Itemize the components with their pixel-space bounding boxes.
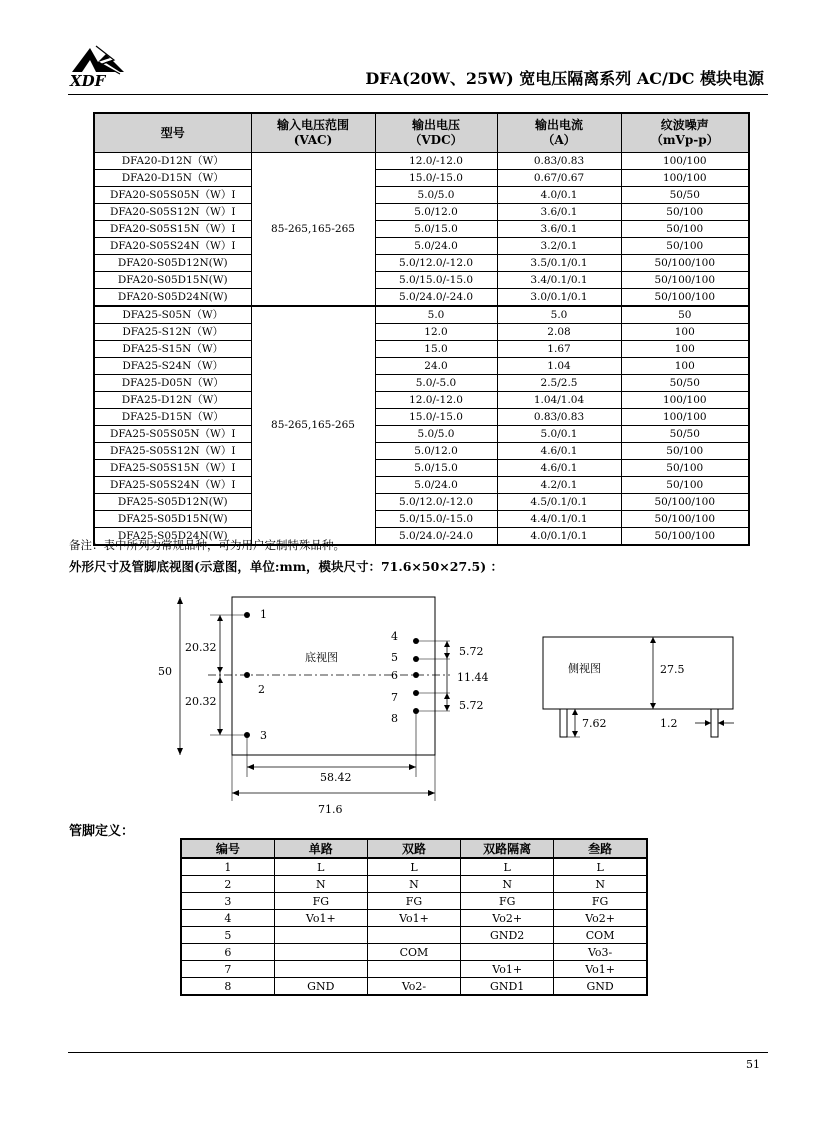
- spec-cell: DFA25-D05N（W）: [94, 375, 251, 392]
- spec-cell: 5.0/24.0: [375, 477, 497, 494]
- pin-header-cell: 双路: [367, 839, 460, 858]
- dimensions-title: 外形尺寸及管脚底视图(示意图，单位:mm，模块尺寸：71.6×50×27.5) ：: [69, 559, 503, 574]
- table-row: [181, 927, 647, 944]
- pin-cell: [461, 944, 554, 961]
- table-row: [94, 289, 749, 307]
- spec-cell: DFA20-S05D24N(W): [94, 289, 251, 307]
- table-row: [94, 204, 749, 221]
- table-row: [94, 358, 749, 375]
- table-row: [94, 170, 749, 187]
- spec-cell: 5.0/5.0: [375, 187, 497, 204]
- spec-cell: 5.0/12.0: [375, 443, 497, 460]
- spec-cell: 50/100: [621, 477, 749, 494]
- spec-cell: 15.0: [375, 341, 497, 358]
- spec-cell: DFA20-S05D15N(W): [94, 272, 251, 289]
- pin-cell: FG: [461, 893, 554, 910]
- spec-cell: 50/50: [621, 426, 749, 443]
- table-row: [181, 978, 647, 996]
- pin-header-cell: 编号: [181, 839, 274, 858]
- pin-cell: Vo1+: [554, 961, 647, 978]
- header-rule: [68, 94, 768, 95]
- spec-cell: 50/100: [621, 204, 749, 221]
- pin-cell: Vo1+: [274, 910, 367, 927]
- spec-cell: 24.0: [375, 358, 497, 375]
- spec-cell: 3.6/0.1: [497, 221, 621, 238]
- spec-cell: 4.0/0.1/0.1: [497, 528, 621, 546]
- spec-cell: 50/100/100: [621, 494, 749, 511]
- spec-cell: 0.83/0.83: [497, 409, 621, 426]
- table-row: [94, 324, 749, 341]
- input-range-cell: 85-265,165-265: [251, 153, 375, 307]
- pin-cell: Vo1+: [461, 961, 554, 978]
- spec-cell: DFA25-S05D24N(W): [94, 528, 251, 546]
- spec-cell: 5.0/-5.0: [375, 375, 497, 392]
- pin-2: [244, 672, 250, 678]
- table-row: [94, 187, 749, 204]
- spec-cell: 5.0/24.0/-24.0: [375, 528, 497, 546]
- spec-cell: 3.6/0.1: [497, 204, 621, 221]
- table-row: [94, 255, 749, 272]
- spec-header-line1: 输出电流: [534, 118, 583, 132]
- dim-pin-pitch-a: 20.32: [185, 641, 217, 654]
- pin-header-cell: 单路: [274, 839, 367, 858]
- page-number: 51: [746, 1058, 760, 1071]
- spec-cell: 100/100: [621, 170, 749, 187]
- spec-cell: 3.5/0.1/0.1: [497, 255, 621, 272]
- dim-side-height: 27.5: [660, 663, 685, 676]
- dim-right-a: 5.72: [459, 645, 484, 658]
- pin-cell: [367, 961, 460, 978]
- spec-cell: DFA25-D12N（W）: [94, 392, 251, 409]
- table-row: [94, 409, 749, 426]
- pin-cell: [274, 944, 367, 961]
- pin-label-5: 5: [391, 651, 398, 664]
- table-row: [181, 961, 647, 978]
- spec-cell: 12.0/-12.0: [375, 153, 497, 170]
- spec-header-cell: [621, 113, 749, 153]
- spec-cell: DFA20-S05S05N（W）I: [94, 187, 251, 204]
- table-row: [94, 494, 749, 511]
- table-row: [94, 443, 749, 460]
- spec-cell: 50/100: [621, 238, 749, 255]
- spec-cell: DFA25-S05S24N（W）I: [94, 477, 251, 494]
- spec-cell: 50/50: [621, 375, 749, 392]
- spec-cell: 100: [621, 341, 749, 358]
- spec-cell: DFA20-S05D12N(W): [94, 255, 251, 272]
- spec-cell: 4.6/0.1: [497, 460, 621, 477]
- pin-label-8: 8: [391, 712, 398, 725]
- dim-height: 50: [158, 665, 172, 678]
- spec-cell: 3.4/0.1/0.1: [497, 272, 621, 289]
- pin-label-4: 4: [391, 630, 398, 643]
- table-row: [181, 876, 647, 893]
- spec-cell: 5.0: [375, 306, 497, 324]
- table-row: [94, 153, 749, 170]
- spec-cell: 100: [621, 358, 749, 375]
- spec-cell: 5.0/12.0: [375, 204, 497, 221]
- spec-cell: 1.04: [497, 358, 621, 375]
- pin-cell: COM: [367, 944, 460, 961]
- pin-cell: Vo2+: [461, 910, 554, 927]
- spec-cell: 5.0/24.0/-24.0: [375, 289, 497, 307]
- pin-cell: COM: [554, 927, 647, 944]
- pin-cell: L: [274, 858, 367, 876]
- spec-header-cell: [497, 113, 621, 153]
- dim-length: 71.6: [318, 803, 343, 816]
- pin-label-1: 1: [260, 608, 267, 621]
- footer-rule: [68, 1052, 768, 1053]
- spec-cell: 5.0/15.0: [375, 460, 497, 477]
- document-title: DFA(20W、25W) 宽电压隔离系列 AC/DC 模块电源: [365, 69, 764, 88]
- spec-cell: DFA25-S05D12N(W): [94, 494, 251, 511]
- spec-cell: 50/100: [621, 460, 749, 477]
- spec-header-cell: [251, 113, 375, 153]
- table-row: [94, 460, 749, 477]
- spec-cell: 3.0/0.1/0.1: [497, 289, 621, 307]
- spec-cell: 15.0/-15.0: [375, 170, 497, 187]
- pin-cell: N: [274, 876, 367, 893]
- spec-cell: 0.67/0.67: [497, 170, 621, 187]
- spec-header-line1: 输入电压范围: [276, 118, 349, 132]
- pin-cell: [274, 961, 367, 978]
- pin-cell: 1: [181, 858, 274, 876]
- spec-cell: DFA25-S05S12N（W）I: [94, 443, 251, 460]
- spec-header-line1: 输出电压: [411, 118, 460, 132]
- pin-header-cell: 叁路: [554, 839, 647, 858]
- spec-cell: DFA20-S05S12N（W）I: [94, 204, 251, 221]
- dim-pin-span: 58.42: [320, 771, 352, 784]
- table-row: [181, 858, 647, 876]
- spec-cell: 12.0/-12.0: [375, 392, 497, 409]
- pin-header-cell: 双路隔离: [461, 839, 554, 858]
- table-row: [94, 306, 749, 324]
- spec-cell: 5.0/12.0/-12.0: [375, 494, 497, 511]
- dim-right-b: 5.72: [459, 699, 484, 712]
- spec-cell: 5.0/0.1: [497, 426, 621, 443]
- table-row: [181, 944, 647, 961]
- pin-cell: [367, 927, 460, 944]
- dim-side-pin-dia: 1.2: [660, 717, 678, 730]
- pin-cell: L: [554, 858, 647, 876]
- spec-cell: 5.0/5.0: [375, 426, 497, 443]
- spec-cell: 100: [621, 324, 749, 341]
- pin-cell: GND1: [461, 978, 554, 996]
- dim-right-center: 11.44: [457, 671, 489, 684]
- spec-header-line2: （A）: [542, 133, 576, 147]
- table-row: [181, 893, 647, 910]
- spec-cell: DFA25-S05N（W）: [94, 306, 251, 324]
- pin-6: [413, 672, 419, 678]
- side-pin-left: [560, 709, 567, 737]
- spec-header-line2: (VAC): [293, 133, 333, 147]
- spec-cell: DFA25-S24N（W）: [94, 358, 251, 375]
- spec-cell: 2.5/2.5: [497, 375, 621, 392]
- spec-cell: 100/100: [621, 153, 749, 170]
- pin-cell: 7: [181, 961, 274, 978]
- pin-cell: N: [461, 876, 554, 893]
- pin-cell: GND: [554, 978, 647, 996]
- spec-cell: 50/100/100: [621, 272, 749, 289]
- spec-cell: 5.0/15.0/-15.0: [375, 511, 497, 528]
- spec-cell: 50/100/100: [621, 511, 749, 528]
- spec-header-line1: 型号: [160, 125, 185, 140]
- spec-cell: 5.0/15.0/-15.0: [375, 272, 497, 289]
- spec-cell: DFA20-D15N（W）: [94, 170, 251, 187]
- pin-cell: L: [461, 858, 554, 876]
- pin-cell: Vo2+: [554, 910, 647, 927]
- spec-cell: 50/100: [621, 221, 749, 238]
- table-row: [94, 272, 749, 289]
- dim-pin-pitch-b: 20.32: [185, 695, 217, 708]
- table-row: [94, 477, 749, 494]
- spec-cell: 50: [621, 306, 749, 324]
- pin-cell: N: [367, 876, 460, 893]
- spec-cell: DFA25-S05S15N（W）I: [94, 460, 251, 477]
- spec-cell: 4.4/0.1/0.1: [497, 511, 621, 528]
- table-row: [94, 221, 749, 238]
- spec-cell: 4.0/0.1: [497, 187, 621, 204]
- spec-cell: 5.0/12.0/-12.0: [375, 255, 497, 272]
- pin-1: [244, 612, 250, 618]
- spec-cell: 15.0/-15.0: [375, 409, 497, 426]
- pin-cell: FG: [274, 893, 367, 910]
- spec-cell: DFA25-D15N（W）: [94, 409, 251, 426]
- dim-side-pin-len: 7.62: [582, 717, 607, 730]
- pin-cell: Vo1+: [367, 910, 460, 927]
- table-row: [94, 426, 749, 443]
- side-pin-right: [711, 709, 718, 737]
- spec-cell: 4.6/0.1: [497, 443, 621, 460]
- table-row: [94, 511, 749, 528]
- pin-cell: L: [367, 858, 460, 876]
- spec-cell: 1.67: [497, 341, 621, 358]
- pin-cell: FG: [554, 893, 647, 910]
- spec-cell: 50/100/100: [621, 255, 749, 272]
- spec-cell: DFA25-S12N（W）: [94, 324, 251, 341]
- spec-header-line1: 纹波噪声: [660, 118, 709, 132]
- spec-cell: 50/50: [621, 187, 749, 204]
- pin-cell: GND: [274, 978, 367, 996]
- pin-cell: 3: [181, 893, 274, 910]
- pin-cell: 2: [181, 876, 274, 893]
- spec-header-line2: （VDC）: [409, 133, 463, 147]
- pin-cell: 5: [181, 927, 274, 944]
- pin-cell: 8: [181, 978, 274, 996]
- table-row: [181, 910, 647, 927]
- spec-cell: DFA20-S05S15N（W）I: [94, 221, 251, 238]
- pin-cell: [274, 927, 367, 944]
- pin-cell: Vo2-: [367, 978, 460, 996]
- spec-cell: 2.08: [497, 324, 621, 341]
- table-note: 备注：表中所列为常规品种，可为用户定制特殊品种。: [69, 538, 345, 552]
- spec-cell: DFA25-S05D15N(W): [94, 511, 251, 528]
- spec-cell: 4.2/0.1: [497, 477, 621, 494]
- pin-label-3: 3: [260, 729, 267, 742]
- spec-cell: DFA25-S05S05N（W）I: [94, 426, 251, 443]
- spec-cell: DFA20-S05S24N（W）I: [94, 238, 251, 255]
- pin-cell: 4: [181, 910, 274, 927]
- logo-text: XDF: [70, 72, 106, 90]
- input-range-cell: 85-265,165-265: [251, 306, 375, 545]
- table-row: [94, 238, 749, 255]
- table-row: [94, 375, 749, 392]
- spec-header-line2: （mVp-p）: [650, 133, 719, 147]
- bottom-view-label: 底视图: [305, 651, 338, 664]
- spec-cell: DFA20-D12N（W）: [94, 153, 251, 170]
- spec-cell: 1.04/1.04: [497, 392, 621, 409]
- outline-drawing: [150, 585, 750, 825]
- pin-cell: Vo3-: [554, 944, 647, 961]
- spec-cell: 50/100: [621, 443, 749, 460]
- spec-cell: 5.0/15.0: [375, 221, 497, 238]
- table-row: [94, 341, 749, 358]
- spec-cell: 0.83/0.83: [497, 153, 621, 170]
- pin-label-6: 6: [391, 669, 398, 682]
- pin-cell: FG: [367, 893, 460, 910]
- spec-cell: 5.0: [497, 306, 621, 324]
- spec-cell: 100/100: [621, 409, 749, 426]
- spec-cell: 50/100/100: [621, 289, 749, 307]
- pin-label-7: 7: [391, 691, 398, 704]
- spec-cell: 4.5/0.1/0.1: [497, 494, 621, 511]
- pin-definition-table: [180, 838, 648, 996]
- pin-cell: 6: [181, 944, 274, 961]
- spec-cell: 5.0/24.0: [375, 238, 497, 255]
- spec-cell: 100/100: [621, 392, 749, 409]
- spec-cell: 50/100/100: [621, 528, 749, 546]
- pin-cell: GND2: [461, 927, 554, 944]
- spec-cell: 12.0: [375, 324, 497, 341]
- spec-cell: 3.2/0.1: [497, 238, 621, 255]
- spec-table: [93, 112, 750, 546]
- pin-cell: N: [554, 876, 647, 893]
- spec-cell: DFA25-S15N（W）: [94, 341, 251, 358]
- table-row: [94, 392, 749, 409]
- pin-definition-title: 管脚定义：: [69, 824, 135, 839]
- spec-header-cell: [94, 113, 251, 153]
- side-view-label: 侧视图: [568, 662, 601, 675]
- pin-label-2: 2: [258, 683, 265, 696]
- spec-header-cell: [375, 113, 497, 153]
